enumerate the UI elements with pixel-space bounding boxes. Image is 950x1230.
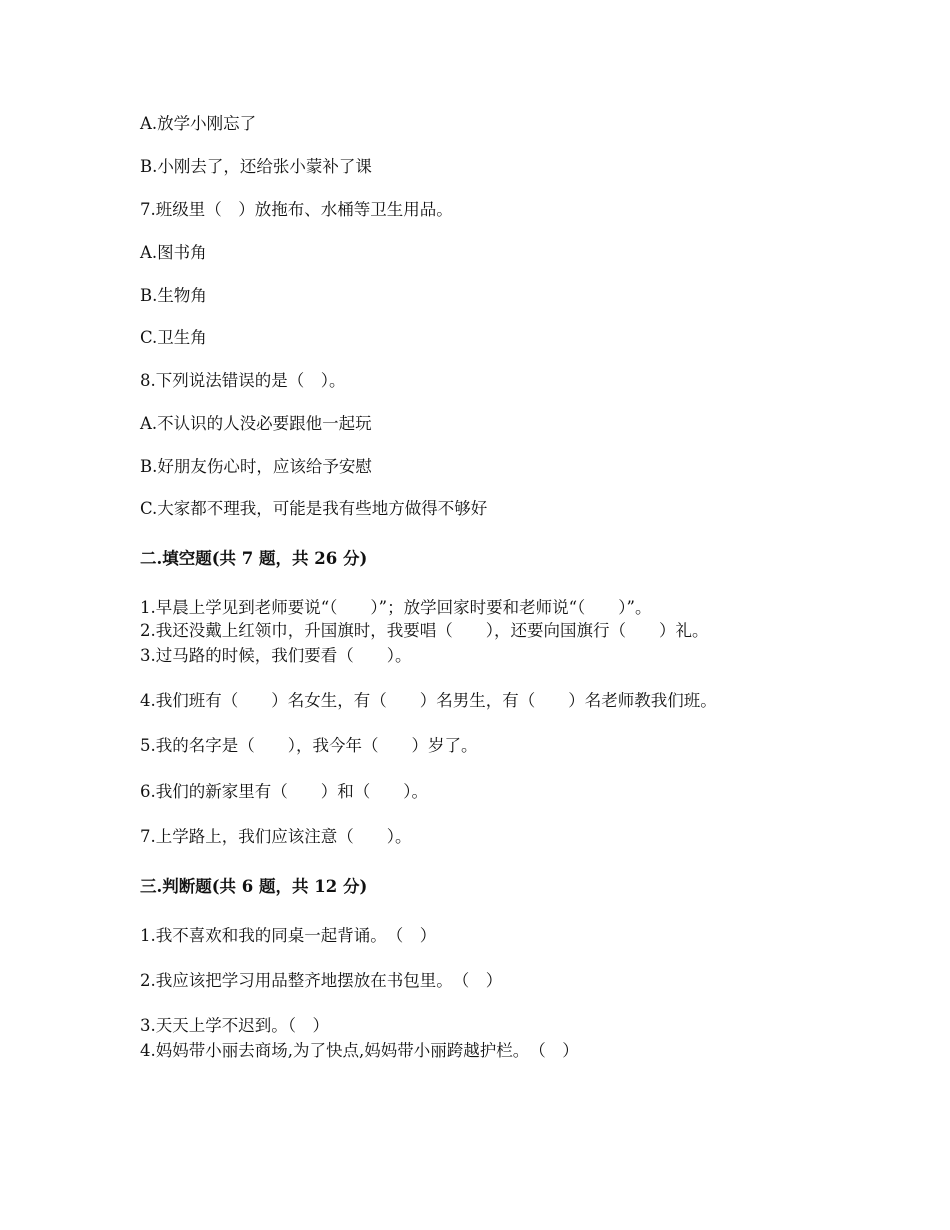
- question-line: 4.我们班有（ ）名女生，有（ ）名男生，有（ ）名老师教我们班。: [140, 691, 717, 710]
- section-heading: 二.填空题(共 7 题，共 26 分): [140, 549, 368, 568]
- question-line: 6.我们的新家里有（ ）和（ ）。: [140, 782, 428, 801]
- question-line: 1.早晨上学见到老师要说“（ ）”；放学回家时要和老师说“（ ）”。: [140, 598, 652, 617]
- option-line: B.小刚去了，还给张小蒙补了课: [140, 157, 372, 176]
- option-line: A.图书角: [140, 243, 207, 262]
- question-line: 3.过马路的时候，我们要看（ ）。: [140, 646, 412, 665]
- question-line: 2.我应该把学习用品整齐地摆放在书包里。 （ ）: [140, 971, 503, 990]
- section-heading: 三.判断题(共 6 题，共 12 分): [140, 877, 368, 896]
- question-line: 5.我的名字是（ ），我今年（ ）岁了。: [140, 736, 478, 755]
- question-line: 1.我不喜欢和我的同桌一起背诵。 （ ）: [140, 926, 437, 945]
- question-line: 8.下列说法错误的是（ ）。: [140, 371, 346, 390]
- option-line: B.好朋友伤心时，应该给予安慰: [140, 457, 372, 476]
- question-line: 3.天天上学不迟到。（ ）: [140, 1016, 329, 1035]
- question-line: 4.妈妈带小丽去商场,为了快点,妈妈带小丽跨越护栏。 （ ）: [140, 1041, 579, 1060]
- option-line: A.不认识的人没必要跟他一起玩: [140, 414, 372, 433]
- option-line: A.放学小刚忘了: [140, 114, 257, 133]
- option-line: B.生物角: [140, 286, 207, 305]
- question-line: 2.我还没戴上红领巾，升国旗时，我要唱（ ），还要向国旗行（ ）礼。: [140, 621, 709, 640]
- question-line: 7.班级里（ ）放拖布、水桶等卫生用品。: [140, 200, 453, 219]
- question-line: 7.上学路上，我们应该注意（ ）。: [140, 827, 412, 846]
- option-line: C.大家都不理我，可能是我有些地方做得不够好: [140, 499, 488, 518]
- option-line: C.卫生角: [140, 328, 207, 347]
